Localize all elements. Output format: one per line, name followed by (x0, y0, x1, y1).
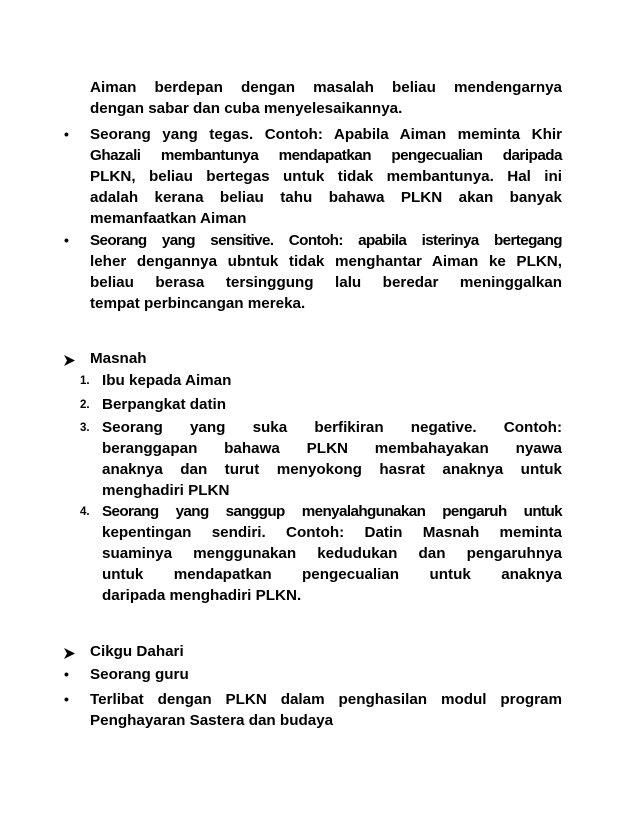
bullet-icon: • (64, 666, 69, 682)
text-line: Berpangkat datin (102, 396, 227, 413)
text-line: leher dengannya ubntuk tidak menghantar Aiman ke PLKN, (90, 253, 562, 270)
text-line: beliau berasa tersinggung lalu beredar meninggalkan (90, 274, 562, 291)
text-line: daripada menghadiri PLKN. (102, 587, 302, 604)
text-line: anaknya dan turut menyokong hasrat anaknya untuk (102, 461, 562, 478)
text-line: Ghazali membantunya mendapatkan pengecualian daripada (90, 147, 562, 164)
bullet-icon: • (64, 126, 69, 142)
list-number: 3. (80, 422, 90, 434)
bullet-icon: • (64, 691, 69, 707)
text-line: Seorang yang tegas. Contoh: Apabila Aiman meminta Khir (90, 126, 562, 143)
text-line: Ibu kepada Aiman (102, 372, 232, 389)
text-line: menghadiri PLKN (102, 482, 230, 499)
text-line: dengan sabar dan cuba menyelesaikannya. (90, 100, 403, 117)
text-line: Seorang yang sensitive. Contoh: apabila isterinya bertegang (90, 232, 562, 249)
text-line: beranggapan bahawa PLKN membahayakan nyawa (102, 440, 562, 457)
section-heading: Cikgu Dahari (90, 643, 184, 660)
text-line: kepentingan sendiri. Contoh: Datin Masnah meminta (102, 524, 562, 541)
text-line: memanfaatkan Aiman (90, 210, 247, 227)
text-line: adalah kerana beliau tahu bahawa PLKN akan banyak (90, 189, 562, 206)
list-number: 2. (80, 399, 90, 411)
text-line: Seorang yang suka berfikiran negative. Contoh: (102, 419, 562, 436)
list-number: 1. (80, 375, 90, 387)
text-line: Penghayaran Sastera dan budaya (90, 712, 334, 729)
text-line: Aiman berdepan dengan masalah beliau mendengarnya (90, 79, 562, 96)
section-heading: Masnah (90, 350, 147, 367)
arrow-bullet-icon (62, 643, 78, 664)
bullet-icon: • (64, 232, 69, 248)
list-number: 4. (80, 506, 90, 518)
text-line: untuk mendapatkan pengecualian untuk anaknya (102, 566, 562, 583)
text-line: suaminya menggunakan kedudukan dan pengaruhnya (102, 545, 562, 562)
arrow-bullet-icon (62, 350, 78, 371)
text-line: tempat perbincangan mereka. (90, 295, 306, 312)
text-line: Seorang yang sanggup menyalahgunakan pengaruh untuk (102, 503, 562, 520)
text-line: Seorang guru (90, 666, 189, 683)
text-line: PLKN, beliau bertegas untuk tidak membantunya. Hal ini (90, 168, 562, 185)
text-line: Terlibat dengan PLKN dalam penghasilan modul program (90, 691, 562, 708)
